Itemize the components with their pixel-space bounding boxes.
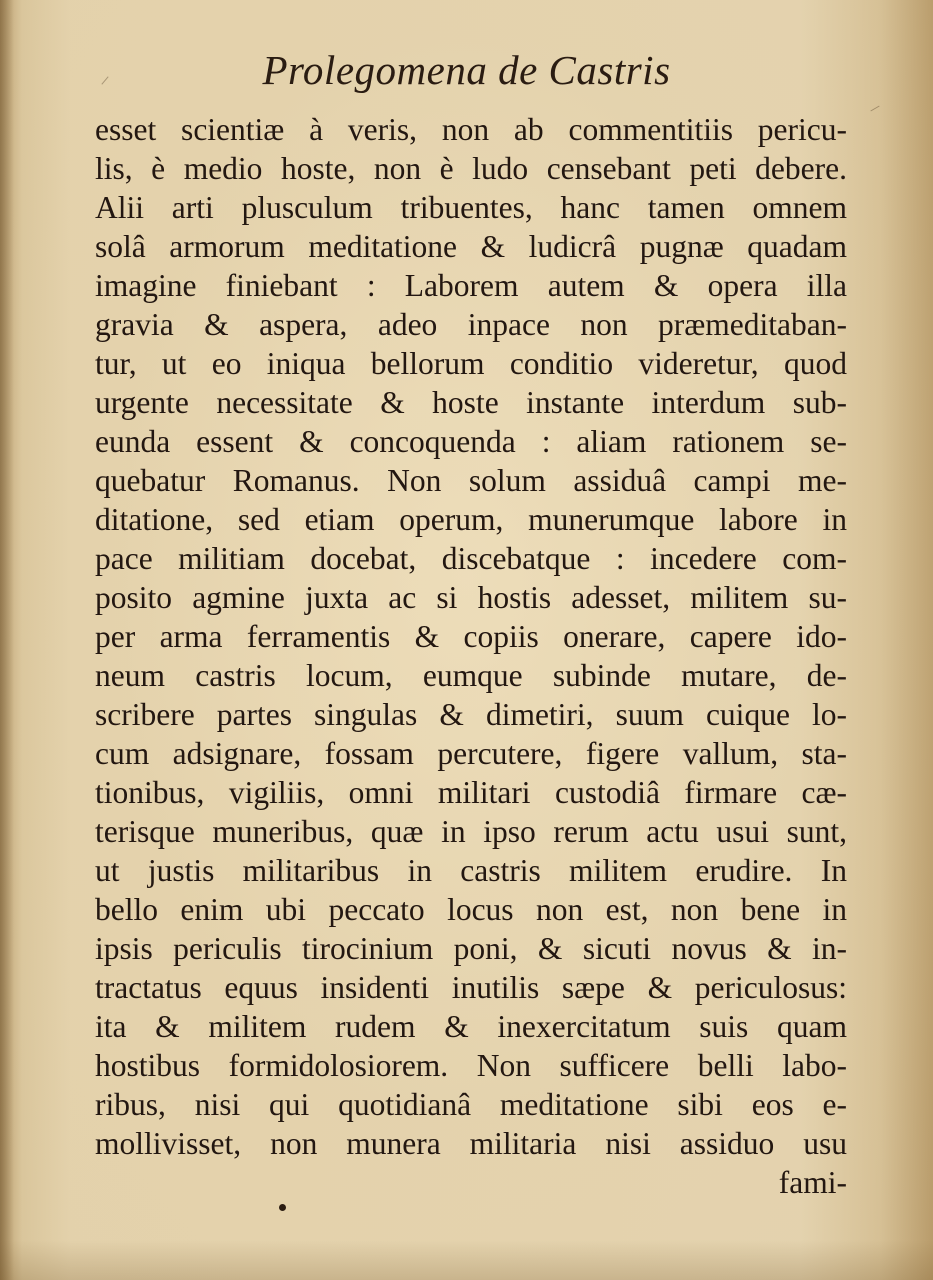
text-line: Alii arti plusculum tribuentes, hanc tamen omnem — [95, 190, 847, 225]
text-line: scribere partes singulas & dimetiri, suum cuique lo- — [95, 697, 847, 732]
text-line: neum castris locum, eumque subinde mutare, de- — [95, 658, 847, 693]
text-line: posito agmine juxta ac si hostis adesset, militem su- — [95, 580, 847, 615]
text-line: cum adsignare, fossam percutere, figere vallum, sta- — [95, 736, 847, 771]
paper-mark — [870, 106, 879, 112]
text-line: solâ armorum meditatione & ludicrâ pugnæ quadam — [95, 229, 847, 264]
ink-dot — [279, 1204, 286, 1211]
page-bottom-shadow — [0, 1240, 933, 1280]
text-line: ita & militem rudem & inexercitatum suis quam — [95, 1009, 847, 1044]
text-line: per arma ferramentis & copiis onerare, capere ido- — [95, 619, 847, 654]
text-line: tractatus equus insidenti inutilis sæpe & periculosus: — [95, 970, 847, 1005]
text-line: ditatione, sed etiam operum, munerumque labore in — [95, 502, 847, 537]
text-line: hostibus formidolosiorem. Non sufficere belli labo- — [95, 1048, 847, 1083]
text-line: ipsis periculis tirocinium poni, & sicuti novus & in- — [95, 931, 847, 966]
text-line: bello enim ubi peccato locus non est, non bene in — [95, 892, 847, 927]
text-line: pace militiam docebat, discebatque : incedere com- — [95, 541, 847, 576]
page-edge-shadow — [0, 0, 14, 1280]
text-line: esset scientiæ à veris, non ab commentitiis pericu- — [95, 112, 847, 147]
text-line: eunda essent & concoquenda : aliam rationem se- — [95, 424, 847, 459]
text-line: gravia & aspera, adeo inpace non præmeditaban- — [95, 307, 847, 342]
body-text — [95, 110, 847, 1202]
text-line: urgente necessitate & hoste instante interdum sub- — [95, 385, 847, 420]
text-line: quebatur Romanus. Non solum assiduâ campi me- — [95, 463, 847, 498]
text-line: imagine finiebant : Laborem autem & opera illa — [95, 268, 847, 303]
running-head: Prolegomena de Castris — [262, 47, 671, 93]
text-line: tur, ut eo iniqua bellorum conditio videretur, quod — [95, 346, 847, 381]
text-line: mollivisset, non munera militaria nisi assiduo usu — [95, 1126, 847, 1161]
text-line: ut justis militaribus in castris militem erudire. In — [95, 853, 847, 888]
text-line: ribus, nisi qui quotidianâ meditatione sibi eos e- — [95, 1087, 847, 1122]
text-line: tionibus, vigiliis, omni militari custodiâ firmare cæ- — [95, 775, 847, 810]
text-line: lis, è medio hoste, non è ludo censebant peti debere. — [95, 151, 847, 186]
text-line: terisque muneribus, quæ in ipso rerum actu usui sunt, — [95, 814, 847, 849]
catchword: fami- — [778, 1165, 847, 1200]
